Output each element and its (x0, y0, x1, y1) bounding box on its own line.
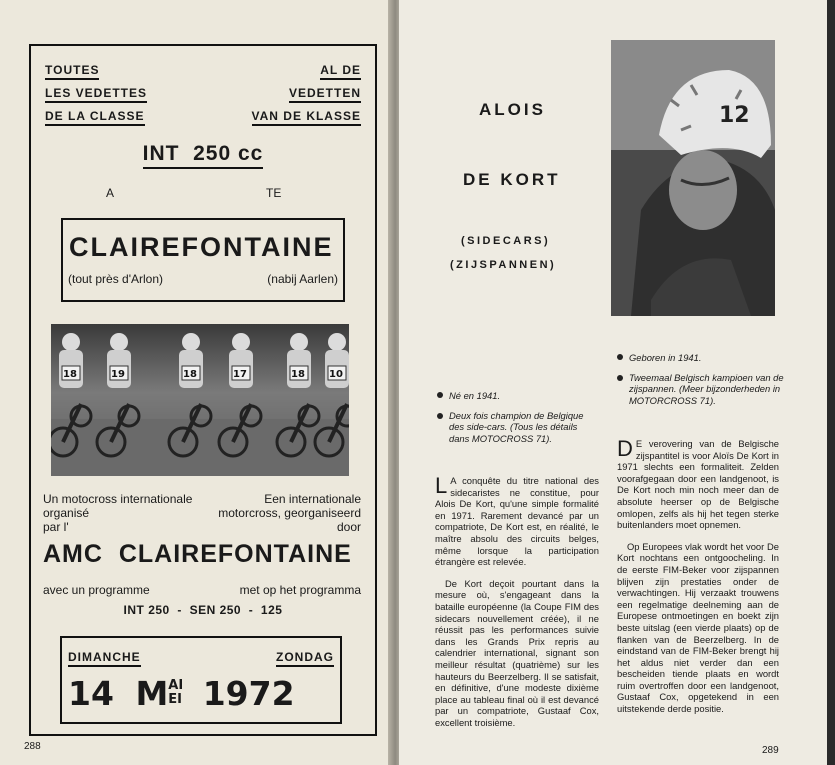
day-nl: ZONDAG (276, 650, 334, 667)
article-fr-paragraph (435, 475, 599, 568)
date-box (60, 636, 342, 724)
article-dutch (617, 438, 779, 715)
bullet-text: Geboren in 1941. (629, 352, 702, 363)
class-title: INT 250 cc (143, 142, 264, 169)
program-fr: avec un programme (43, 583, 150, 597)
header-fr-line: TOUTES (45, 63, 99, 80)
bullet-dot-icon (437, 413, 443, 419)
desc-dutch (218, 492, 361, 534)
article-fr-paragraph: De Kort deçoit pourtant dans la mesure où, s'engageant dans la bataille européenne (la Coupe FIM des sidecars nouvellement créée), il ne réussit pas les performances suivie dans les Grands Prix repris au calendrier international, signant son meilleur résultat (quatrième) sur les hauteurs du Beerzelberg. Il se satisfait, en définitive, d'une modeste dixième place au tableau final où il est devancé par un compatriote, Gustaaf Cox, excellent troisième. (435, 577, 599, 728)
date-month-letter: M (135, 674, 169, 713)
bullet-text: Deux fois champion de Belgique des side-cars. (Tous les détails dans MOTOCROSS 71). (449, 409, 584, 444)
venue-near-nl: (nabij Aarlen) (267, 272, 338, 286)
book-edge (827, 0, 835, 765)
bullets-fr (437, 390, 599, 444)
left-page (0, 0, 397, 765)
day-fr: DIMANCHE (68, 650, 141, 667)
drop-cap: L (435, 473, 448, 498)
at-fr: A (106, 186, 115, 200)
rider-first-name: ALOIS (479, 100, 546, 119)
rider-portrait-photo (611, 40, 775, 316)
desc-nl-line: motorcross, georganiseerd (218, 506, 361, 520)
bullet-text: Tweemaal Belgisch kampioen van de zijspannen. (Meer bijzonderheden in MOTORCROSS 71). (629, 371, 784, 406)
paragraph-text: A conquête du titre national des sidecaristes ne constitue, pour Alois De Kort, qu'une simple formalité en 1971. Rarement devancé par un compatriote, De Kort est, en réalité, le maître absolu des circuits belges, même lorsque la participation étrangère est relevée. (435, 475, 599, 568)
desc-nl-line: door (336, 520, 361, 534)
date-month-top: AI (168, 678, 184, 693)
header-fr-line: LES VEDETTES (45, 86, 147, 103)
program-classes: INT 250 - SEN 250 - 125 (123, 603, 283, 617)
bullets-nl (617, 352, 817, 406)
rider-number: 18 (63, 369, 77, 380)
article-french (435, 475, 599, 728)
bullet-dot-icon (617, 354, 623, 360)
bullet-dot-icon (437, 392, 443, 398)
desc-french (43, 492, 192, 534)
venue-near-fr: (tout près d'Arlon) (68, 272, 163, 286)
desc-fr-line: par l' (43, 520, 69, 534)
event-date (68, 676, 295, 712)
date-year: 1972 (202, 674, 295, 713)
rider-number: 18 (291, 369, 305, 380)
date-month-bottom: EI (168, 692, 182, 707)
bullet-item (437, 410, 599, 445)
rider-number: 19 (111, 369, 125, 380)
date-day: 14 (68, 674, 114, 713)
bullet-item (617, 352, 817, 364)
header-french (45, 63, 147, 126)
riders-photo (51, 324, 349, 476)
club-name: AMC CLAIREFONTAINE (43, 540, 352, 568)
rider-number: 10 (329, 369, 343, 380)
rider-number: 18 (183, 369, 197, 380)
program-nl: met op het programma (239, 583, 361, 597)
bullet-dot-icon (617, 375, 623, 381)
category-fr: (SIDECARS) (461, 235, 551, 247)
drop-cap: D (617, 436, 633, 461)
event-poster (29, 44, 377, 736)
desc-nl-line: Een internationale (264, 492, 361, 506)
header-nl-line: VAN DE KLASSE (252, 109, 361, 126)
rider-last-name: DE KORT (463, 170, 561, 189)
article-nl-paragraph: Op Europees vlak wordt het voor De Kort nochtans een ontgoocheling. In de eerste FIM-Beker voor zijspannen blijven zijn prestaties onder de verwachtingen. Hij verzaakt trouwens een regelmatige deelneming aan de Europese ontmoetingen en boekt zijn beste uitslag (een vierde plaats) op de flanken van de Beerzelberg. In de eindstand van de FIM-Beker brengt hij het aldus niet verder dan een bescheiden tiende plaats en wordt ruim overtroffen door een landgenoot, Gustaaf Cox, opgetekend in een uitstekende derde positie. (617, 540, 779, 715)
helmet-number: 12 (719, 103, 750, 128)
bullet-text: Né en 1941. (449, 390, 501, 401)
venue-box (61, 218, 345, 302)
bullet-item (437, 390, 599, 402)
header-nl-line: AL DE (320, 63, 361, 80)
date-month-suffix (168, 679, 183, 707)
article-nl-paragraph (617, 438, 779, 531)
riders-photo-art (51, 324, 349, 476)
desc-fr-line: Un motocross internationale (43, 492, 193, 506)
bullet-item (617, 372, 817, 407)
rider-number: 17 (233, 369, 247, 380)
class-title-wrap (31, 142, 375, 169)
header-fr-line: DE LA CLASSE (45, 109, 145, 126)
header-nl-line: VEDETTEN (289, 86, 361, 103)
category-nl: (ZIJSPANNEN) (450, 259, 557, 271)
venue-name: CLAIREFONTAINE (69, 232, 334, 262)
paragraph-text: E verovering van de Belgische zijspantitel is voor Aloïs De Kort in 1971 slechts een formaliteit. Zelden voorafgegaan door een landgenoot, is De Kort noch min noch meer dan de absolute heerser op de Belgische omlopen, zelfs als hij het tegen sterke buitenlanders moet opnemen. (617, 438, 779, 531)
rider-portrait-art (611, 40, 775, 316)
page-number-right: 289 (762, 745, 779, 756)
right-page (399, 0, 829, 765)
header-dutch (252, 63, 361, 126)
at-nl: TE (266, 186, 282, 200)
desc-fr-line: organisé (43, 506, 90, 520)
page-number-left: 288 (24, 741, 41, 752)
